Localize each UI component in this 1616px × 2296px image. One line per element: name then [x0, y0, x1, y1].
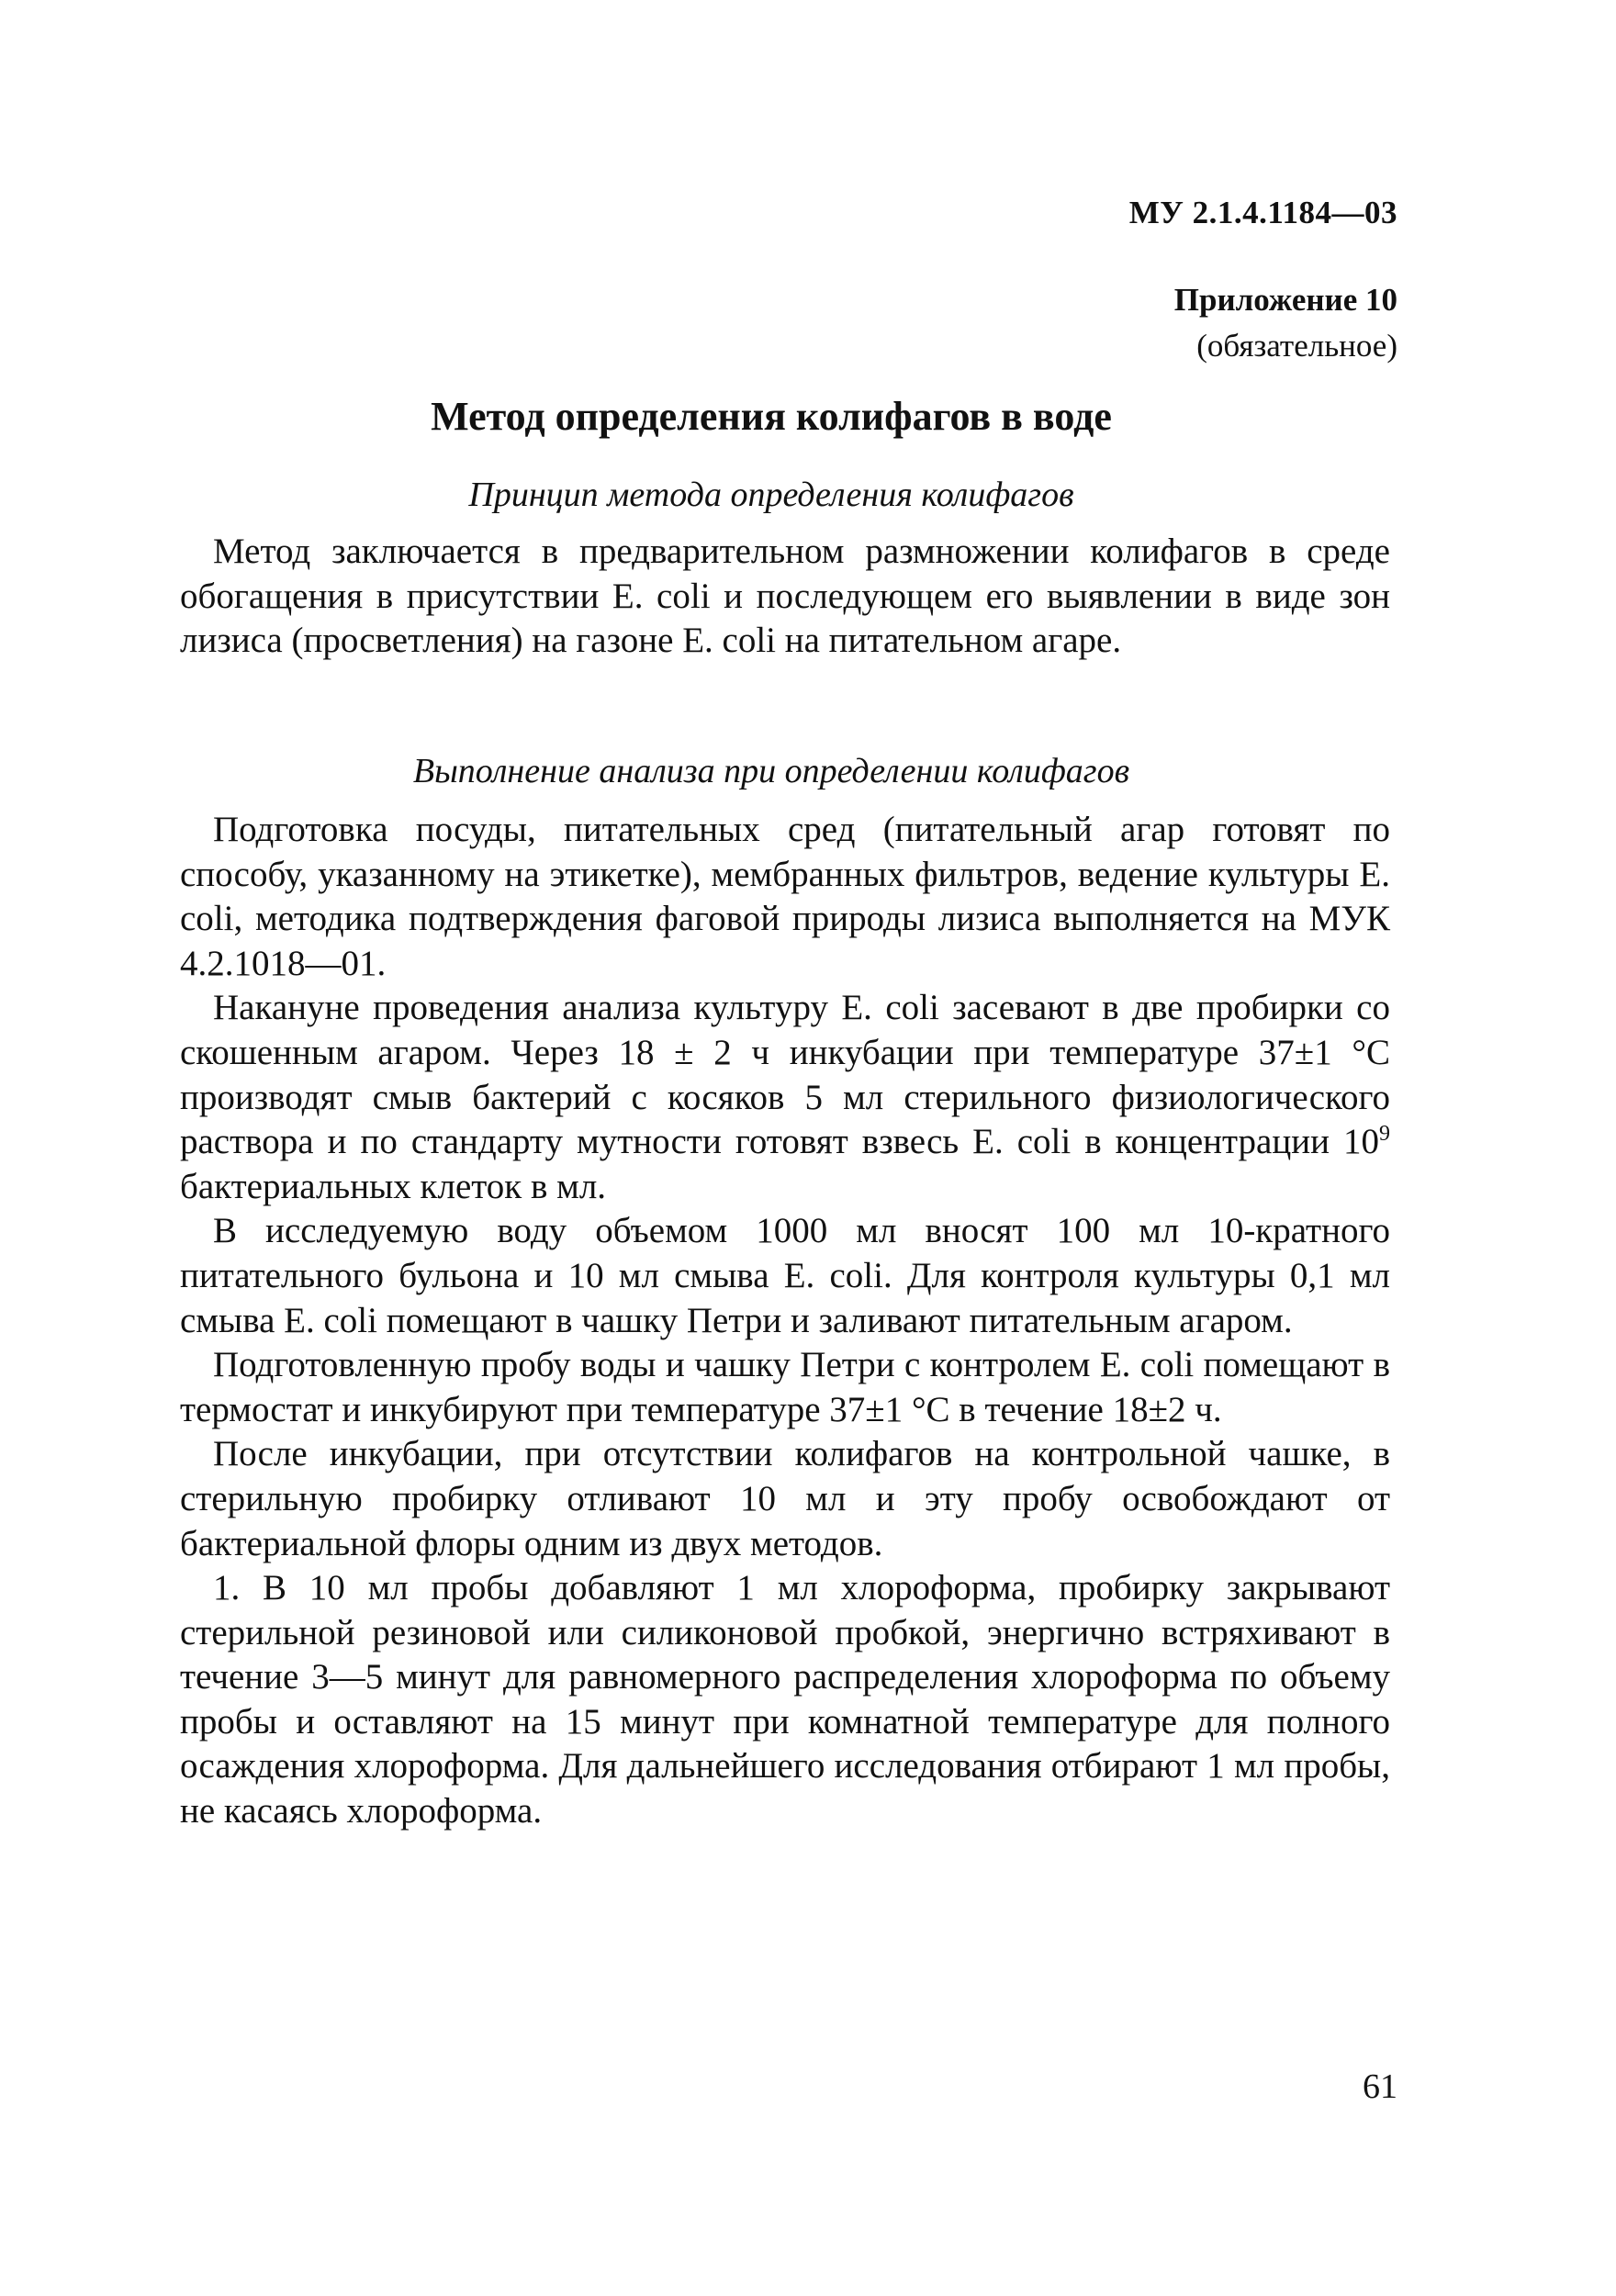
page-title: Метод определения колифагов в воде [431, 394, 1112, 439]
document-code: МУ 2.1.4.1184—03 [1128, 195, 1397, 230]
appendix-label: Приложение 10 [1173, 282, 1397, 318]
exponent: 9 [1379, 1122, 1390, 1147]
paragraph: Подготовленную пробу воды и чашку Петри с контролем E. coli помещают в термостат и инкубируют при температуре 37±1 °С в течение 18±2 ч. [180, 1345, 1390, 1429]
paragraph: После инкубации, при отсутствии колифагов на контрольной чашке, в стерильную пробирку отливают 10 мл и эту пробу освобождают от бактериальной флоры одним из двух методов. [180, 1434, 1390, 1563]
paragraph: Подготовка посуды, питательных сред (питательный агар готовят по способу, указанному на этикетке), мембранных фильтров, ведение культуры E. coli, методика подтверждения фаговой природы лизиса выполняется на МУК 4.2.1018—01. [180, 810, 1390, 983]
section-principle-body [180, 530, 1390, 664]
paragraph-text-tail: бактериальных клеток в мл. [180, 1166, 607, 1206]
section-procedure-body [180, 808, 1390, 1834]
page-number: 61 [1363, 2067, 1397, 2106]
section-heading-procedure: Выполнение анализа при определении колифагов [412, 752, 1130, 790]
paragraph: В исследуемую воду объемом 1000 мл вносят 100 мл 10-кратного питательного бульона и 10 мл смыва E. coli. Для контроля культуры 0,1 мл смыва E. coli помещают в чашку Петри и заливают питательным агаром. [180, 1211, 1390, 1340]
appendix-status: (обязательное) [1196, 328, 1397, 364]
paragraph: 1. В 10 мл пробы добавляют 1 мл хлороформа, пробирку закрывают стерильной резиновой или силиконовой пробкой, энергично встряхивают в течение 3—5 минут для равномерного распределения хлороформа по объему пробы и оставляют на 15 минут при комнатной температуре для полного осаждения хлороформа. Для дальнейшего исследования отбирают 1 мл пробы, не касаясь хлороформа. [180, 1568, 1390, 1831]
section-heading-principle: Принцип метода определения колифагов [468, 476, 1074, 514]
appendix-block [1174, 277, 1397, 369]
paragraph: Метод заключается в предварительном размножении колифагов в среде обогащения в присутствии E. coli и последующем его выявлении в виде зон лизиса (просветления) на газоне E. coli на питательном агаре. [180, 532, 1390, 661]
paragraph [180, 986, 1390, 1209]
paragraph-text: Накануне проведения анализа культуру E. coli засевают в две пробирки со скошенным агаром. Через 18 ± 2 ч инкубации при температуре 37±1 °С производят смыв бактерий с косяков 5 мл стерильного физиологического раствора и по стандарту мутности готовят взвесь E. coli в концентрации 10 [180, 988, 1390, 1162]
